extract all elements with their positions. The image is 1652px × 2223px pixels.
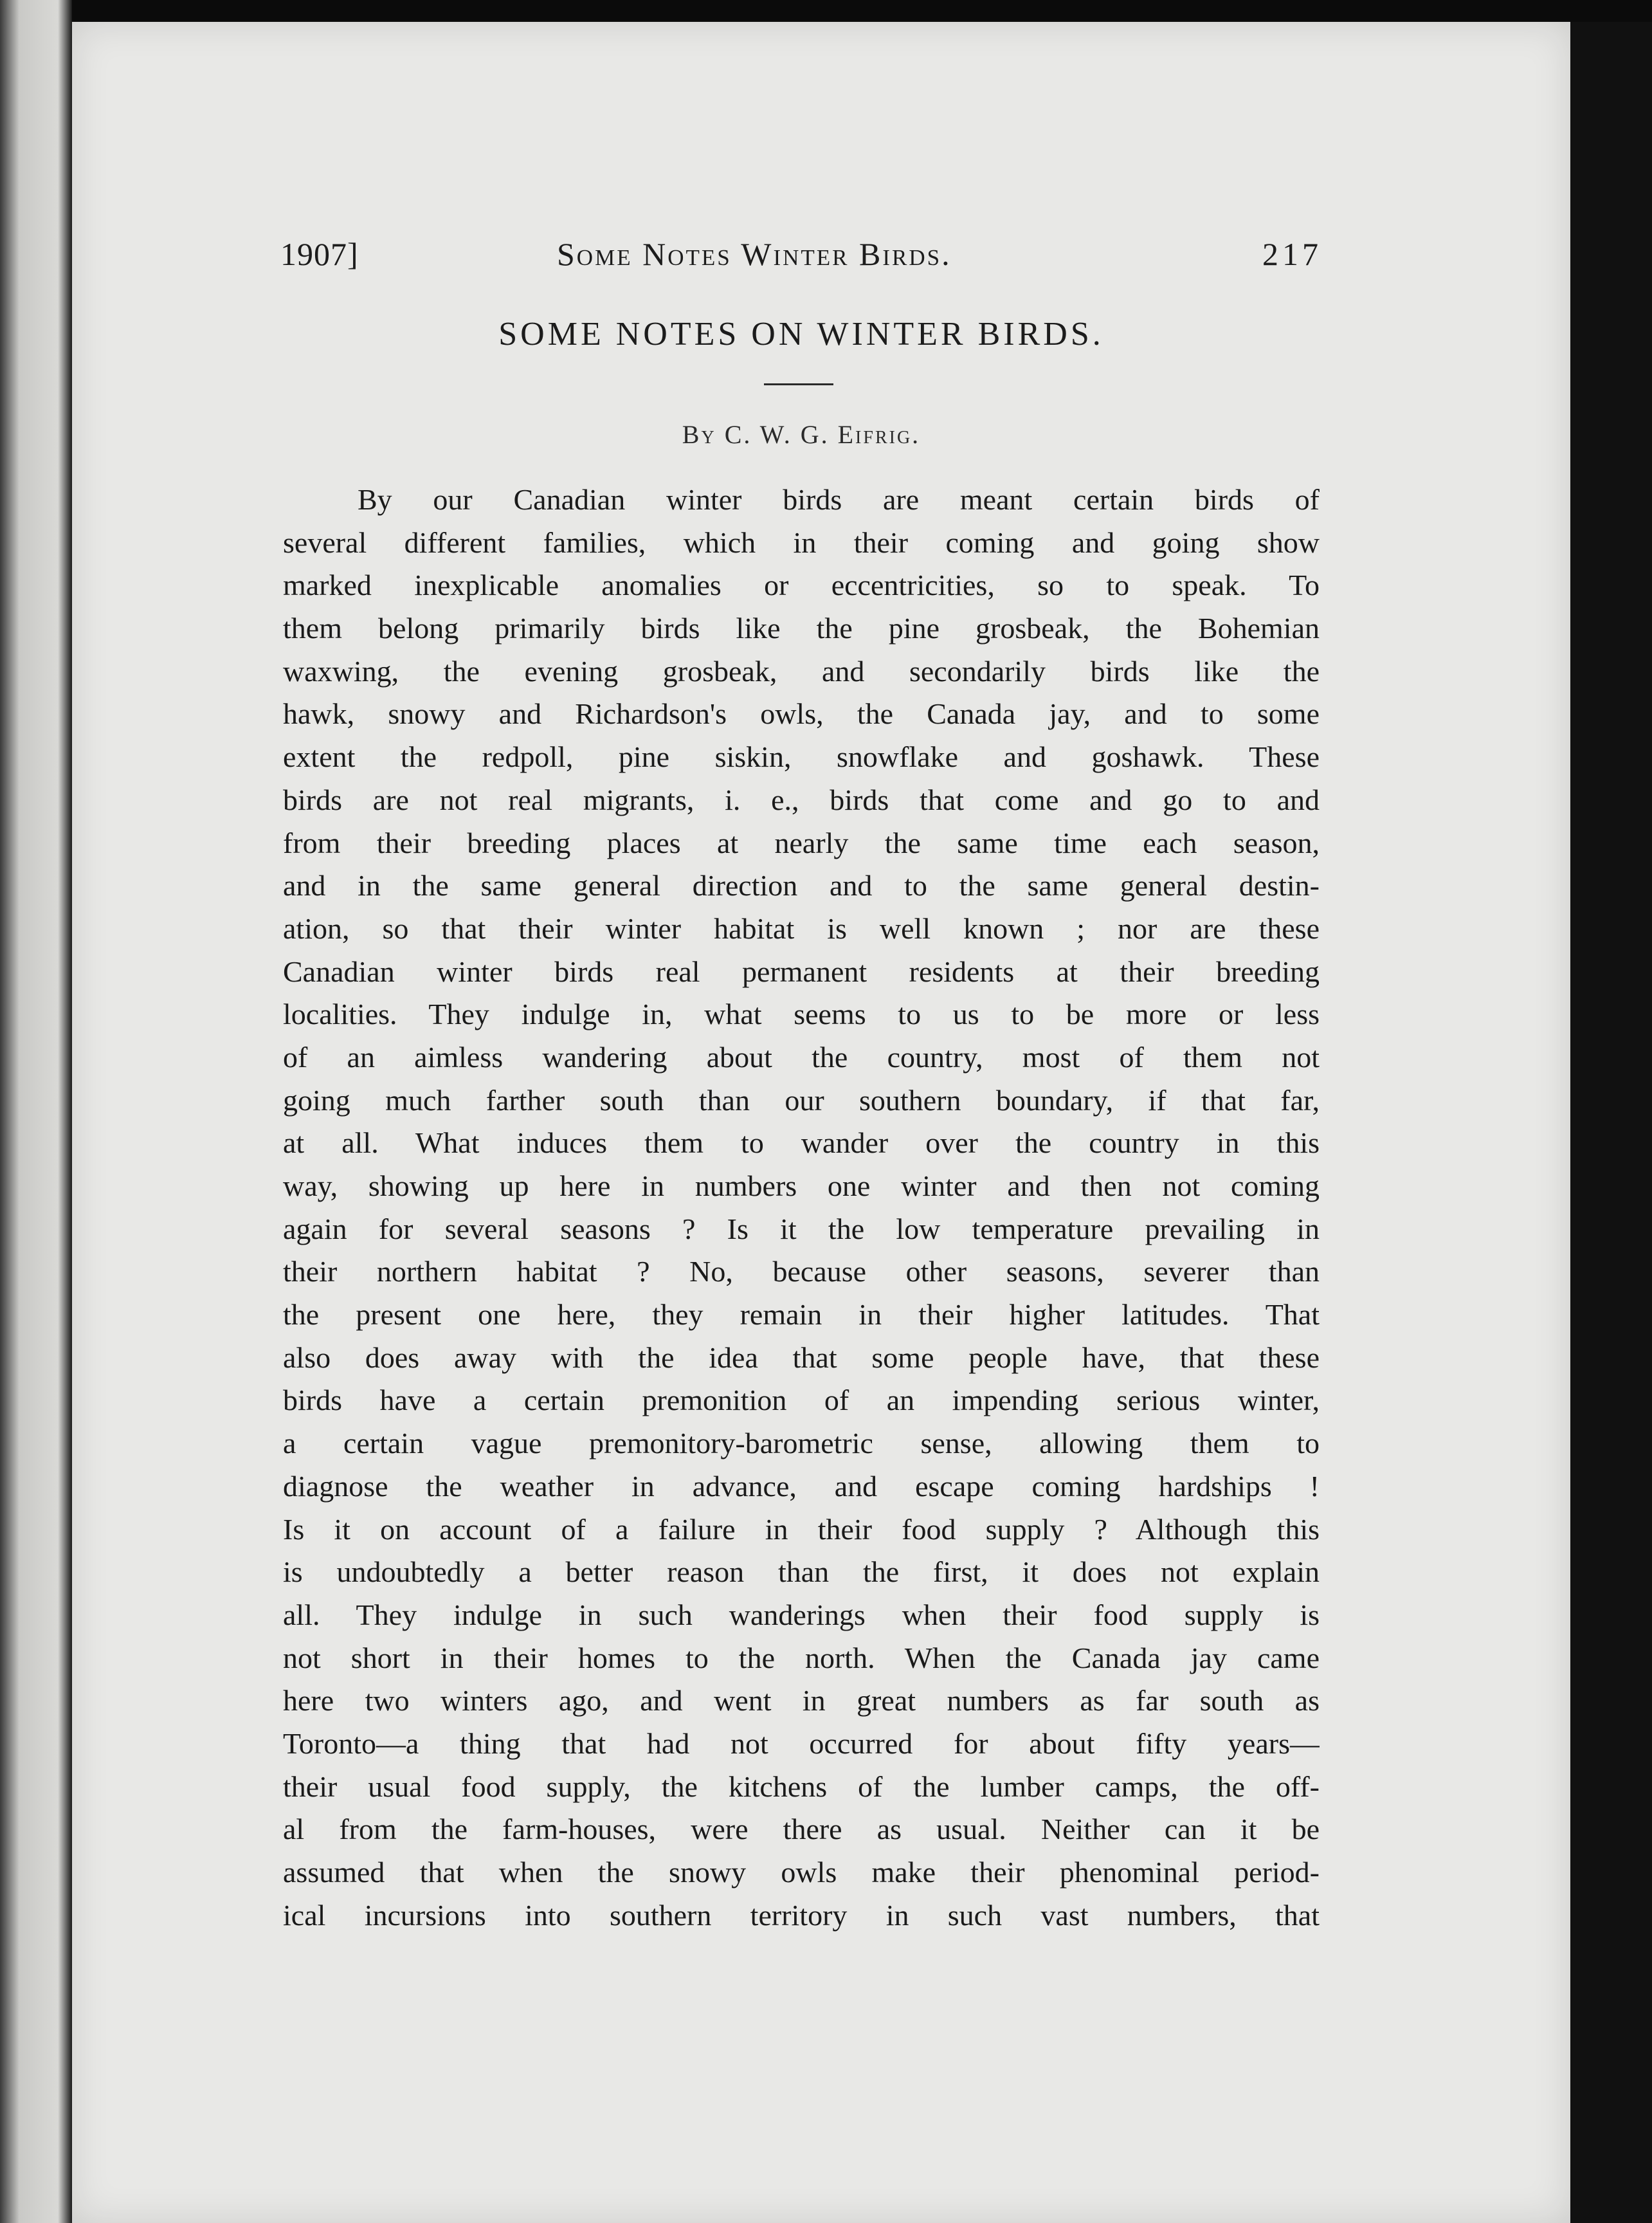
body-line: assumed that when the snowy owls make their phenominal period- — [283, 1856, 1320, 1889]
body-line: extent the redpoll, pine siskin, snowflake and goshawk. These — [283, 740, 1320, 774]
body-line: al from the farm-houses, were there as usual. Neither can it be — [283, 1813, 1320, 1846]
page-number: 217 — [1262, 236, 1322, 272]
body-line: their usual food supply, the kitchens of the lumber camps, the off- — [283, 1770, 1320, 1803]
body-line: at all. What induces them to wander over the country in this — [283, 1126, 1320, 1160]
byline: By C. W. G. Eifrig. — [682, 420, 921, 449]
scan-background-right — [1570, 22, 1652, 2223]
body-line: ical incursions into southern territory in such vast numbers, that — [283, 1898, 1320, 1932]
body-line: Is it on account of a failure in their food supply ? Although this — [283, 1512, 1320, 1546]
body-line: again for several seasons ? Is it the low temperature prevailing in — [283, 1212, 1320, 1245]
body-line: Toronto—a thing that had not occurred for about fifty years— — [283, 1726, 1320, 1760]
body-line: of an aimless wandering about the country, most of them not — [283, 1040, 1320, 1074]
body-line: not short in their homes to the north. When the Canada jay came — [283, 1641, 1320, 1674]
body-line: hawk, snowy and Richardson's owls, the Canada jay, and to some — [283, 697, 1320, 731]
title-rule — [764, 383, 833, 385]
body-line: from their breeding places at nearly the same time each season, — [283, 826, 1320, 859]
body-line: diagnose the weather in advance, and escape coming hardships ! — [283, 1469, 1320, 1503]
body-line: Canadian winter birds real permanent residents at their breeding — [283, 955, 1320, 988]
article-body — [283, 479, 1320, 1937]
body-line: their northern habitat ? No, because other seasons, severer than — [283, 1255, 1320, 1288]
article-title: SOME NOTES ON WINTER BIRDS. — [498, 316, 1104, 352]
body-line: birds have a certain premonition of an impending serious winter, — [283, 1384, 1320, 1417]
body-line: them belong primarily birds like the pine grosbeak, the Bohemian — [283, 612, 1320, 645]
body-line: a certain vague premonitory-barometric sense, allowing them to — [283, 1427, 1320, 1460]
body-line: localities. They indulge in, what seems to us to be more or less — [283, 998, 1320, 1031]
running-head — [280, 235, 1322, 280]
body-line: way, showing up here in numbers one winter and then not coming — [283, 1169, 1320, 1202]
body-line: and in the same general direction and to the same general destin- — [283, 869, 1320, 902]
body-line: the present one here, they remain in their higher latitudes. That — [283, 1298, 1320, 1331]
body-line: marked inexplicable anomalies or eccentricities, so to speak. To — [283, 569, 1320, 602]
body-line: waxwing, the evening grosbeak, and secondarily birds like the — [283, 654, 1320, 688]
body-line: going much farther south than our southern boundary, if that far, — [283, 1083, 1320, 1117]
adjacent-page-edge — [0, 0, 72, 2223]
body-line: several different families, which in their coming and going show — [283, 526, 1320, 559]
body-line: is undoubtedly a better reason than the first, it does not explain — [283, 1555, 1320, 1589]
body-line: also does away with the idea that some people have, that these — [283, 1340, 1320, 1374]
running-head-title: Some Notes Winter Birds. — [557, 236, 952, 272]
body-line: birds are not real migrants, i. e., birds that come and go to and — [283, 783, 1320, 816]
body-line: By our Canadian winter birds are meant certain birds of — [358, 483, 1320, 516]
running-head-year: 1907] — [280, 236, 359, 272]
body-line: here two winters ago, and went in great numbers as far south as — [283, 1684, 1320, 1717]
body-line: ation, so that their winter habitat is well known ; nor are these — [283, 911, 1320, 945]
body-line: all. They indulge in such wanderings when their food supply is — [283, 1598, 1320, 1631]
